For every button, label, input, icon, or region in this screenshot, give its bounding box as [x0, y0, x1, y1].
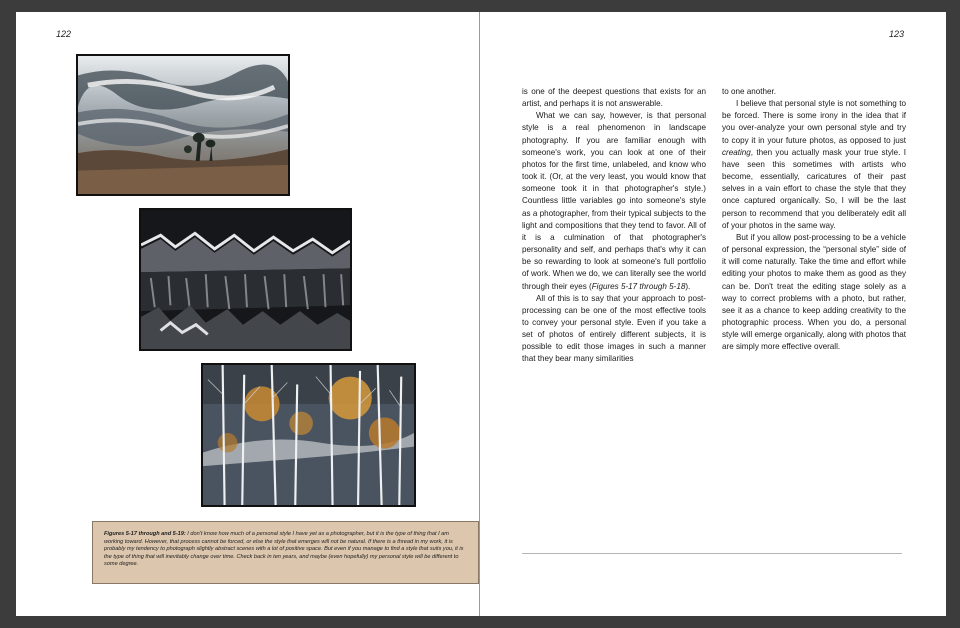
- caption-text: I don't know how much of a personal style I have yet as a photographer, but it is the type of thing that I am working toward. However, that process cannot be forced, or else the style that emerges will not be natural. If there is a thread in my work, it is probably my tendency to photograph slightly abstract scenes with a lot of positive space. But even if you manage to find a style that suits you, it is the type of thing that will inevitably change over time. Check back in ten years, and maybe (even hopefully) my personal style will be different to some degree.: [104, 531, 464, 568]
- text-column-1: [522, 86, 706, 366]
- paragraph: I believe that personal style is not something to be forced. There is some irony in the idea that if you over-analyze your own personal style and try to copy it in your future photos, as opposed to just creating, then you actually mask your true style. I have seen this sometimes with artists who become, essentially, caricatures of their past selves in a vain effort to chase the style that they once captured organically. So, I will be the last person to recommend that you deliberately edit all of your photos in the same way.: [722, 99, 906, 230]
- figure-reference: Figures 5-17 through 5-18: [591, 281, 686, 291]
- figure-caption-box: [92, 521, 479, 584]
- paragraph: All of this is to say that your approach to post-processing can be one of the most effective tools to convey your personal style. Even if you take a set of photos of entirely different subjects, it is possible to edit those images in such a manner that they bear many similarities: [522, 293, 706, 364]
- paragraph: is one of the deepest questions that exists for an artist, and perhaps it is not answerable.: [522, 87, 706, 109]
- text-column-2: [722, 86, 906, 353]
- paragraph: What we can say, however, is that personal style is a real phenomenon in landscape photography. If you are familiar enough with someone's work, you can look at one of their photos for the first time, unlabeled, and know who took it. (Or, at the very least, you would know that someone took it in that photographer's style.) Countless little variables go into someone's style as a photographer, from their typical subjects to the light and compositions that they tend to favor. All of it is a culmination of that photographer's personality and self, and perhaps that's why it can be so rewarding to look at someone's full portfolio of work. When we do, we can literally see the world through their eyes (Figures 5-17 through 5-18).: [522, 111, 706, 291]
- caption-lead: Figures 5-17 through and 5-19:: [104, 531, 186, 537]
- right-page: [480, 12, 946, 616]
- paragraph: to one another.: [722, 87, 777, 96]
- photo-birch-forest: [201, 363, 416, 507]
- emphasis: creating: [722, 147, 751, 157]
- page-number-right: 123: [888, 29, 904, 39]
- photo-frosted-ridges: [139, 208, 352, 351]
- footer-divider: [522, 553, 902, 554]
- left-page: [16, 12, 479, 616]
- paragraph: But if you allow post-processing to be a vehicle of personal expression, the “personal style” side of it will come naturally. Take the time and effort while editing your photos to make them as good as they can be. Don't treat the editing stage solely as a way to correct problems with a photo, but rather, see it as a chance to keep adding creativity to the photographic process. When you do, a personal style will emerge organically, along with photos that are simply more effective overall.: [722, 232, 906, 352]
- photo-river-rapids: [76, 54, 290, 196]
- figure-caption: [104, 531, 468, 569]
- page-number-left: 122: [56, 29, 72, 39]
